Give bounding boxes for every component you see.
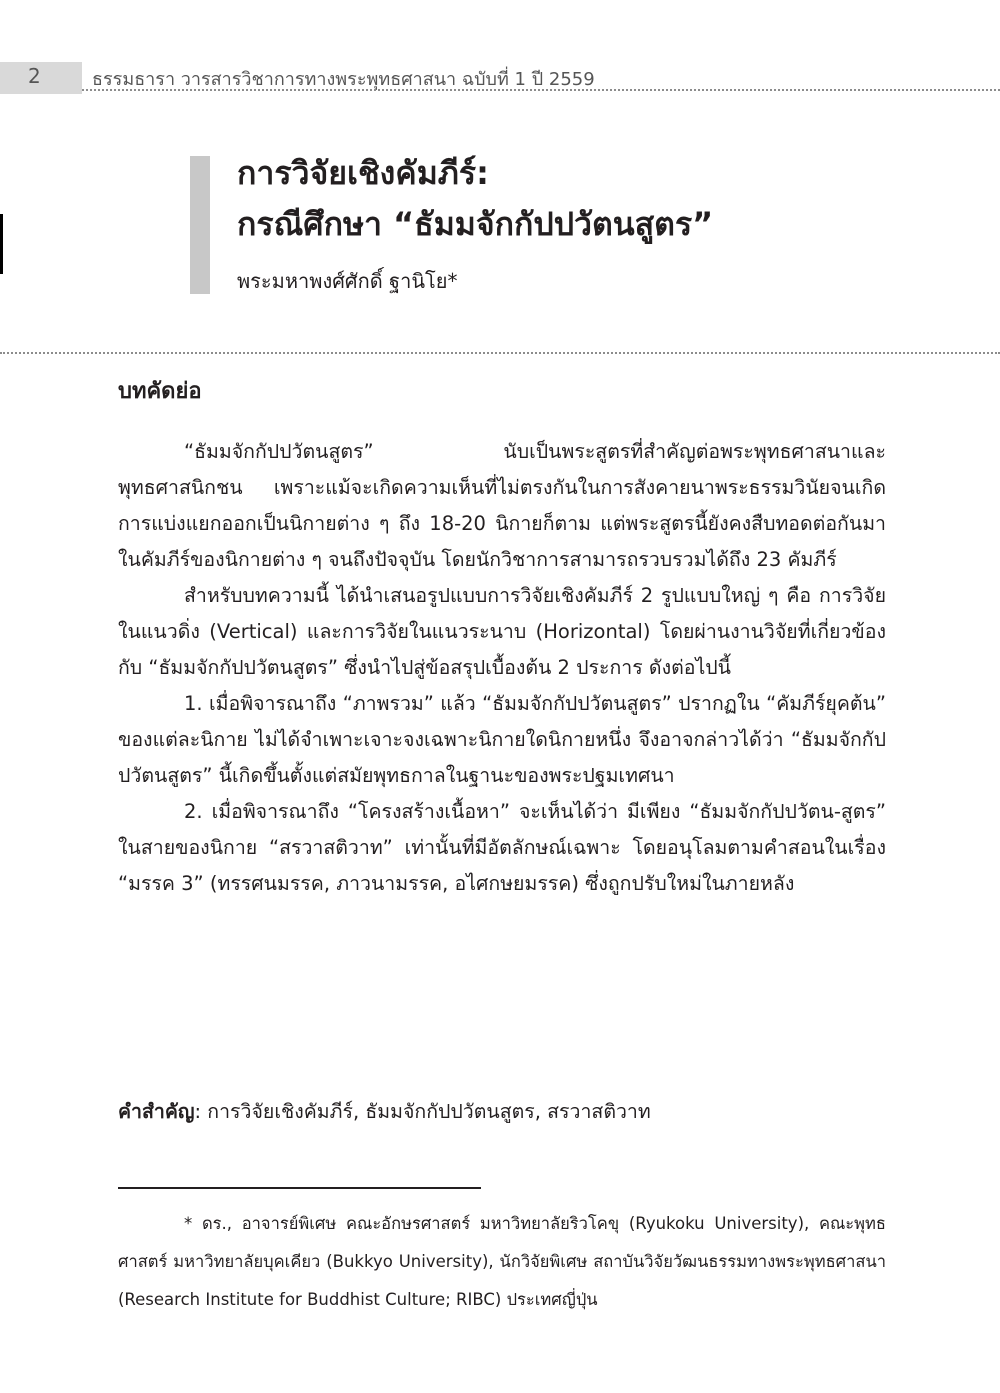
article-title-line-2: กรณีศึกษา “ธัมมจักกัปปวัตนสูตร” [237, 205, 714, 243]
keywords [118, 1094, 886, 1130]
header-divider [82, 89, 1000, 91]
section-divider [0, 352, 1000, 354]
abstract-body [118, 434, 886, 902]
abstract-paragraph: สำหรับบทความนี้ ได้นำเสนอรูปแบบการวิจัยเชิงคัมภีร์ 2 รูปแบบใหญ่ ๆ คือ การวิจัยในแนวดิ่ง (Vertical) และการวิจัยในแนวระนาบ (Horizontal) โดยผ่านงานวิจัยที่เกี่ยวข้องกับ “ธัมมจักกัปปวัตนสูตร” ซึ่งนำไปสู่ข้อสรุปเบื้องต้น 2 ประการ ดังต่อไปนี้ [118, 584, 886, 679]
keywords-label: คำสำคัญ [118, 1100, 195, 1123]
abstract-paragraph: “ธัมมจักกัปปวัตนสูตร” นับเป็นพระสูตรที่สำคัญต่อพระพุทธศาสนาและพุทธศาสนิกชน เพราะแม้จะเกิดความเห็นที่ไม่ตรงกันในการสังคายนาพระธรรมวินัยจนเกิดการแบ่งแยกออกเป็นนิกายต่าง ๆ ถึง 18-20 นิกายก็ตาม แต่พระสูตรนี้ยังคงสืบทอดต่อกันมาในคัมภีร์ของนิกายต่าง ๆ จนถึงปัจจุบัน โดยนักวิชาการสามารถรวบรวมได้ถึง 23 คัมภีร์ [118, 440, 886, 571]
footnote [118, 1205, 886, 1319]
keywords-text: : การวิจัยเชิงคัมภีร์, ธัมมจักกัปปวัตนสูตร, สรวาสติวาท [194, 1100, 651, 1123]
article-title-line-1: การวิจัยเชิงคัมภีร์: [237, 154, 489, 192]
abstract-paragraph: 2. เมื่อพิจารณาถึง “โครงสร้างเนื้อหา” จะเห็นได้ว่า มีเพียง “ธัมมจักกัปปวัตน-สูตร” ในสายของนิกาย “สรวาสติวาท” เท่านั้นที่มีอัตลักษณ์เฉพาะ โดยอนุโลมตามคำสอนในเรื่อง “มรรค 3” (ทรรศนมรรค, ภาวนามรรค, อไศกษยมรรค) ซึ่งถูกปรับใหม่ในภายหลัง [118, 800, 886, 895]
keywords-line [118, 1094, 886, 1130]
footnote-rule [118, 1187, 481, 1189]
margin-mark [0, 214, 3, 274]
footnote-text: * ดร., อาจารย์พิเศษ คณะอักษรศาสตร์ มหาวิทยาลัยริวโคขุ (Ryukoku University), คณะพุทธศาสตร์ มหาวิทยาลัยบุคเคียว (Bukkyo University), นักวิจัยพิเศษ สถาบันวิจัยวัฒนธรรมทางพระพุทธศาสนา (Research Institute for Buddhist Culture; RIBC) ประเทศญี่ปุ่น [118, 1214, 886, 1309]
abstract-paragraph: 1. เมื่อพิจารณาถึง “ภาพรวม” แล้ว “ธัมมจักกัปปวัตนสูตร” ปรากฏใน “คัมภีร์ยุคต้น” ของแต่ละนิกาย ไม่ได้จำเพาะเจาะจงเฉพาะนิกายใดนิกายหนึ่ง จึงอาจกล่าวได้ว่า “ธัมมจักกัปปวัตนสูตร” นี้เกิดขึ้นตั้งแต่สมัยพุทธกาลในฐานะของพระปฐมเทศนา [118, 692, 886, 787]
abstract-heading: บทคัดย่อ [118, 379, 202, 404]
page-number-tab [0, 62, 82, 94]
title-accent-bar [190, 156, 210, 294]
article-author: พระมหาพงศ์ศักดิ์ ฐานิโย* [237, 269, 458, 293]
running-head: ธรรมธารา วารสารวิชาการทางพระพุทธศาสนา ฉบับที่ 1 ปี 2559 [92, 69, 595, 90]
page-number: 2 [28, 64, 41, 88]
